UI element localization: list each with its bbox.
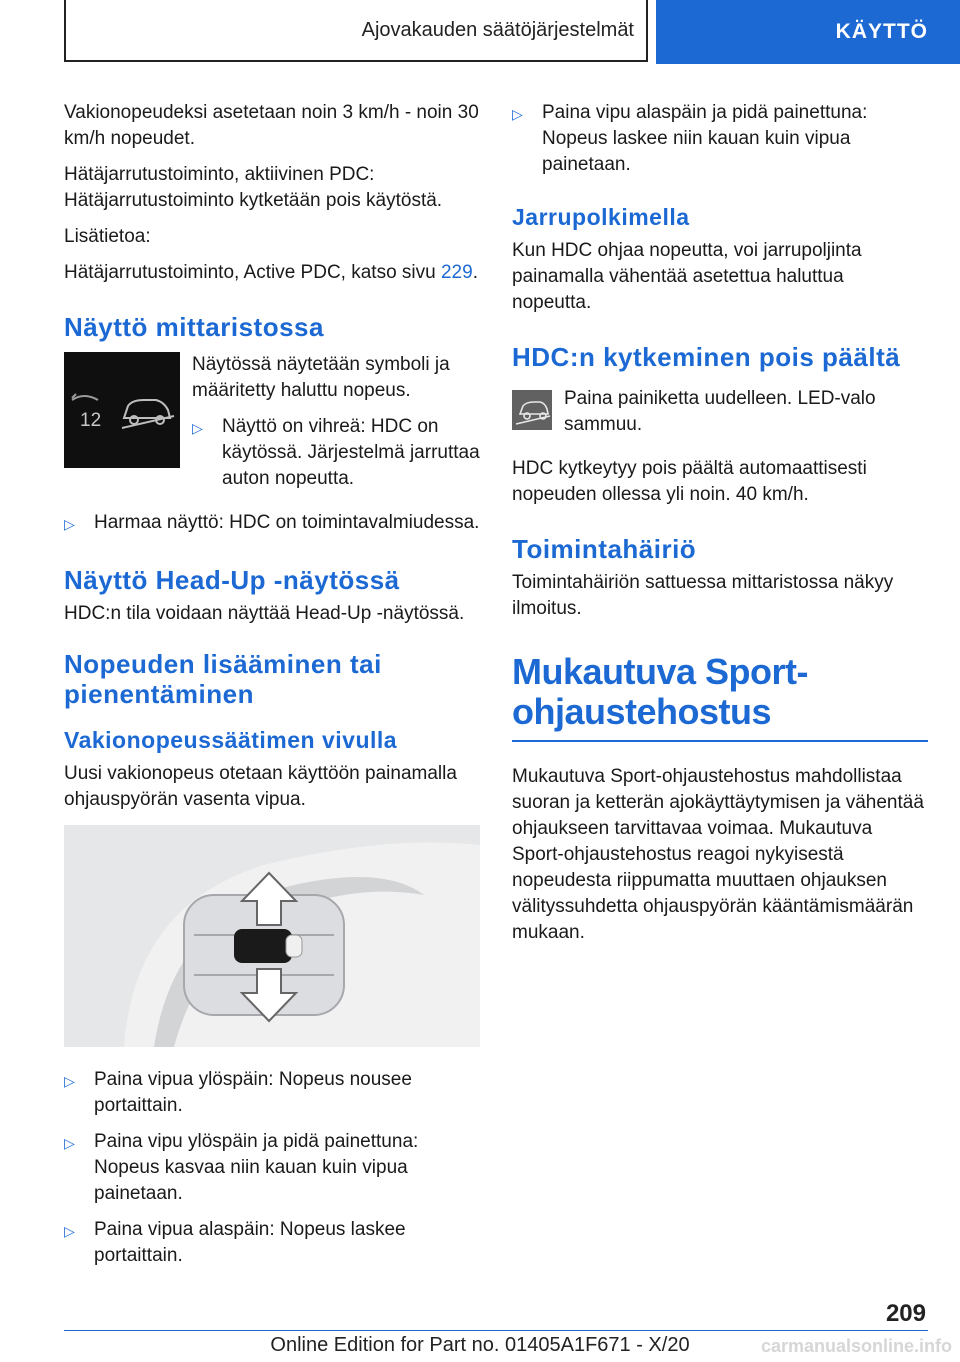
heading-sport-steering: Mukautuva Sport-ohjaustehostus xyxy=(512,651,809,732)
hdc-button-icon xyxy=(512,390,552,430)
bullet-triangle-icon: ▷ xyxy=(64,1223,75,1239)
list-item: ▷ Harmaa näyttö: HDC on toimintavalmiudessa. xyxy=(64,510,480,537)
lever-bullet-list xyxy=(64,1067,480,1269)
heading-lever: Vakionopeussäätimen vivulla xyxy=(64,727,398,753)
display-speed-label: 12 xyxy=(80,410,102,431)
heading-hdc-off: HDC:n kytkeminen pois päältä xyxy=(512,342,901,372)
display-figure-row xyxy=(64,352,480,502)
bullet-triangle-icon: ▷ xyxy=(192,420,203,436)
footer-rule xyxy=(64,1330,928,1331)
paragraph: Mukautuva Sport-ohjaustehostus mahdollistaa suoran ja ketterän ajokäyttäytymisen ja vähentää ohjaukseen tarvittavaa voimaa. Mukautuva Sport-ohjaustehostus reagoi nykyisestä nopeudesta riippumatta muuttaen ohjauksen välityssuhdetta ohjauspyörän kääntämismäärän mukaan. xyxy=(512,766,924,943)
heading-adjust-speed: Nopeuden lisääminen tai pienentäminen xyxy=(64,649,382,709)
bullet-triangle-icon: ▷ xyxy=(64,1135,75,1151)
paragraph: HDC kytkeytyy pois päältä automaattisesti nopeuden ollessa yli noin. 40 km/h. xyxy=(512,458,867,505)
paragraph: Vakionopeudeksi asetetaan noin 3 km/h - noin 30 km/h nopeudet. xyxy=(64,102,479,149)
heading-malfunction: Toimintahäiriö xyxy=(512,534,697,564)
paragraph: Hätäjarrutustoiminto, aktiivinen PDC: Hätäjarrutustoiminto kytketään pois käytöstä. xyxy=(64,164,443,211)
heading-display-cluster: Näyttö mittaristossa xyxy=(64,312,324,342)
hdc-button-row xyxy=(512,386,928,448)
paragraph: Toimintahäiriön sattuessa mittaristossa näkyy ilmoitus. xyxy=(512,572,894,619)
list-item: ▷ Paina vipu alaspäin ja pidä painettuna: Nopeus laskee niin kauan kuin vipua painetaan. xyxy=(512,100,928,178)
watermark: carmanualsonline.info xyxy=(760,1336,952,1356)
list-item: ▷ Paina vipua alaspäin: Nopeus laskee portaittain. xyxy=(64,1217,480,1269)
hdc-car-icon xyxy=(122,400,174,428)
chapter-tab[interactable] xyxy=(656,0,960,64)
paragraph: Uusi vakionopeus otetaan käyttöön painamalla ohjauspyörän vasenta vipua. xyxy=(64,763,457,810)
heading-rule xyxy=(512,740,928,742)
bullet-triangle-icon: ▷ xyxy=(64,516,75,532)
chapter-label: KÄYTTÖ xyxy=(835,20,928,43)
paragraph: Lisätietoa: xyxy=(64,226,151,247)
page-number: 209 xyxy=(885,1300,926,1327)
paragraph: Kun HDC ohjaa nopeutta, voi jarrupoljinta painamalla vähentää asetettua haluttua nopeutta. xyxy=(512,240,862,313)
section-title: Ajovakauden säätöjärjestelmät xyxy=(361,18,634,41)
paragraph-with-link: Hätäjarrutustoiminto, Active PDC, katso sivu 229. xyxy=(64,262,478,283)
paragraph: Paina painiketta uudelleen. LED-valo sammuu. xyxy=(564,388,876,435)
bullet-triangle-icon: ▷ xyxy=(512,106,523,122)
list-item: ▷ Paina vipu ylöspäin ja pidä painettuna: Nopeus kasvaa niin kauan kuin vipua painetaan. xyxy=(64,1129,480,1207)
heading-brake-pedal: Jarrupolkimella xyxy=(512,204,690,230)
list-item: ▷ Näyttö on vihreä: HDC on käytössä. Järjestelmä jarruttaa auton nopeutta. xyxy=(192,414,480,492)
paragraph: Näytössä näytetään symboli ja määritetty haluttu nopeus. xyxy=(192,354,450,401)
paragraph: HDC:n tila voidaan näyttää Head-Up -näytössä. xyxy=(64,603,465,624)
footer-edition: Online Edition for Part no. 01405A1F671 - X/20 xyxy=(270,1334,690,1356)
heading-head-up: Näyttö Head-Up -näytössä xyxy=(64,565,400,595)
page-link[interactable]: 229 xyxy=(440,262,473,283)
left-column xyxy=(64,100,480,1279)
steering-wheel-lever-image xyxy=(64,825,480,1047)
cluster-display-image xyxy=(64,352,180,468)
bullet-triangle-icon: ▷ xyxy=(64,1073,75,1089)
list-item: ▷ Paina vipua ylöspäin: Nopeus nousee portaittain. xyxy=(64,1067,480,1119)
right-column xyxy=(512,100,928,956)
speed-lever xyxy=(234,929,292,963)
section-header xyxy=(64,0,648,62)
